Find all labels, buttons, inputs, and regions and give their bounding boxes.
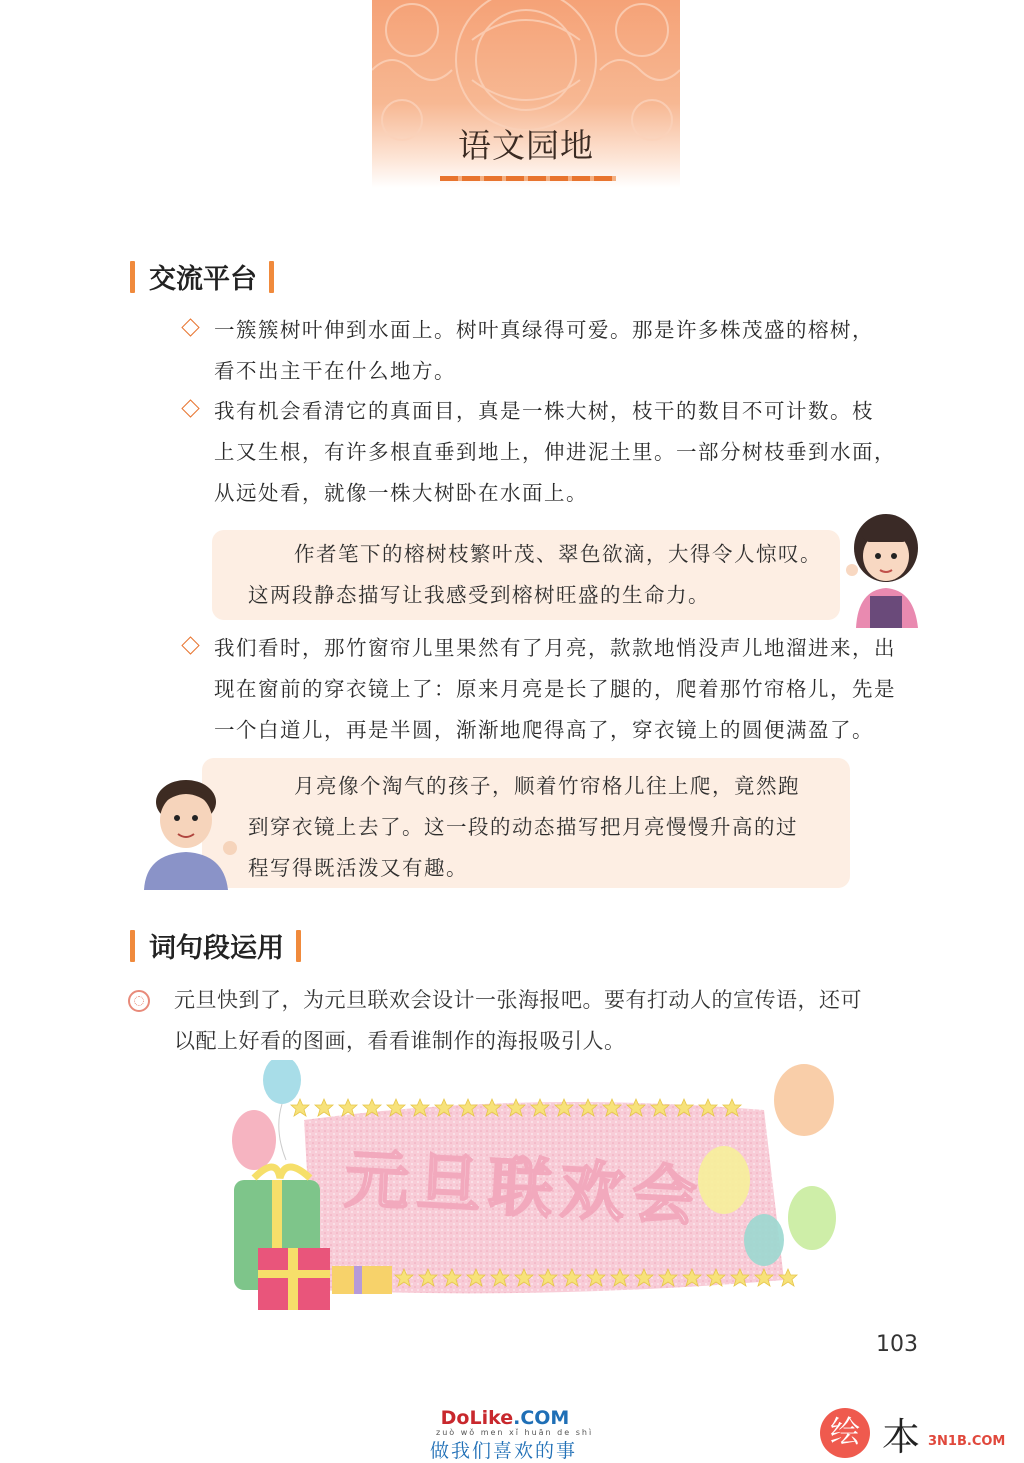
text-line: 看不出主干在什么地方。 (214, 359, 456, 383)
poster-drawing (224, 1060, 844, 1320)
quote-paragraph-3 (184, 628, 924, 751)
text-line: 月亮像个淘气的孩子，顺着竹帘格儿往上爬，竟然跑 (294, 774, 800, 798)
girl-avatar (836, 510, 936, 628)
heading-bar-right (269, 261, 274, 293)
text-line: 到穿衣镜上去了。这一段的动态描写把月亮慢慢升高的过 (248, 815, 798, 839)
text-line: 我有机会看清它的真面目，真是一株大树，枝干的数目不可计数。枝 (214, 399, 874, 423)
diamond-bullet-icon (181, 399, 199, 417)
watermark-circle-icon: 绘 (820, 1408, 870, 1458)
text-line: 一个白道儿，再是半圆，渐渐地爬得高了，穿衣镜上的圆便满盈了。 (214, 718, 874, 742)
footer-logo (430, 1407, 580, 1429)
section-title: 词句段运用 (149, 933, 284, 964)
text-line: 程写得既活泼又有趣。 (248, 856, 468, 880)
watermark-char: 本 (882, 1415, 921, 1459)
footer-slogan: 做我们喜欢的事 (430, 1440, 578, 1462)
quote-paragraph-2 (184, 391, 924, 514)
section-heading-exchange (130, 257, 274, 296)
comment-text-2 (248, 766, 848, 889)
text-line: 以配上好看的图画，看看谁制作的海报吸引人。 (174, 1029, 626, 1053)
title-underline (440, 176, 616, 181)
boy-avatar (138, 772, 242, 890)
section-heading-usage (130, 926, 301, 965)
logo-red-text: DoLike (440, 1407, 514, 1429)
text-line: 一簇簇树叶伸到水面上。树叶真绿得可爱。那是许多株茂盛的榕树， (214, 318, 874, 342)
watermark-site: 3N1B.COM (928, 1434, 1006, 1449)
text-line: 从远处看，就像一株大树卧在水面上。 (214, 481, 588, 505)
diamond-bullet-icon (181, 636, 199, 654)
comment-text-1 (248, 534, 838, 616)
text-line: 作者笔下的榕树枝繁叶茂、翠色欲滴，大得令人惊叹。 (294, 542, 822, 566)
section-title: 交流平台 (149, 264, 257, 295)
text-line: 这两段静态描写让我感受到榕树旺盛的生命力。 (248, 583, 710, 607)
page-title: 语文园地 (458, 126, 594, 165)
page-number: 103 (876, 1332, 918, 1357)
heading-bar-left (130, 261, 135, 293)
poster-title: 元旦联欢会 (342, 1142, 707, 1236)
heading-bar-left (130, 930, 135, 962)
diamond-bullet-icon (181, 318, 199, 336)
heading-bar-right (296, 930, 301, 962)
poster-illustration (224, 1060, 844, 1320)
quote-paragraph-1 (184, 310, 924, 392)
footer-pinyin: zuò wǒ men xǐ huān de shì (436, 1428, 594, 1437)
text-line: 我们看时，那竹窗帘儿里果然有了月亮，款款地悄没声儿地溜进来，出 (214, 636, 896, 660)
seal-bullet-icon (128, 990, 150, 1012)
task-text (174, 980, 934, 1062)
text-line: 上又生根，有许多根直垂到地上，伸进泥土里。一部分树枝垂到水面， (214, 440, 896, 464)
text-line: 现在窗前的穿衣镜上了：原来月亮是长了腿的，爬着那竹帘格儿，先是 (214, 677, 896, 701)
logo-blue-text: .COM (513, 1407, 570, 1429)
text-line: 元旦快到了，为元旦联欢会设计一张海报吧。要有打动人的宣传语，还可 (174, 988, 862, 1012)
